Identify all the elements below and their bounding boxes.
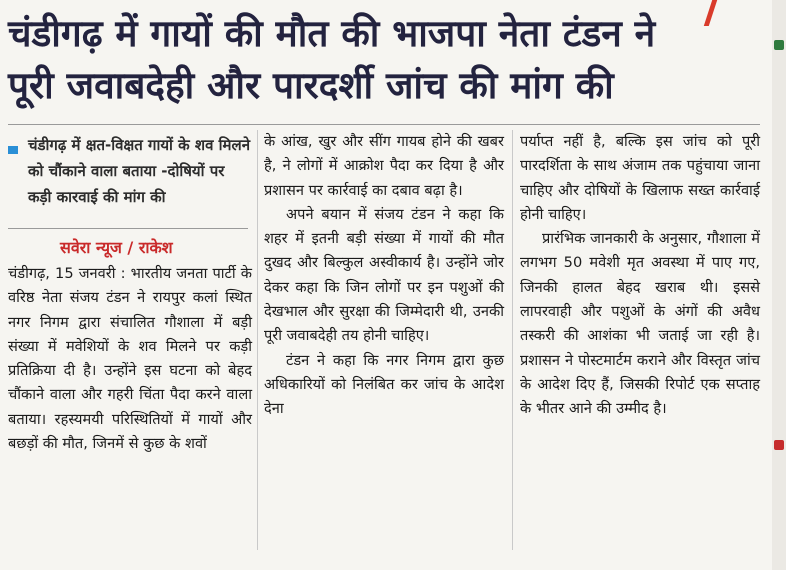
headline xyxy=(8,8,766,112)
adjacent-page-edge xyxy=(772,0,786,570)
column-divider xyxy=(512,130,513,550)
bullet-icon xyxy=(8,146,18,154)
edge-marker xyxy=(774,40,784,50)
column-1-paragraph: चंडीगढ़, 15 जनवरी : भारतीय जनता पार्टी के वरिष्ठ नेता संजय टंडन ने रायपुर कलां स्थित नगर निगम द्वारा संचालित गौशाला में बड़ी संख्या में मवेशियों के शव मिलने पर कड़ी प्रतिक्रिया दी है। उन्होंने इस घटना को बेहद चौंकाने वाला और गहरी चिंता पैदा करने वाला बताया। रहस्यमयी परिस्थितियों में गायों और बछड़ों की मौत, जिनमें से कुछ के शवों xyxy=(8,265,252,453)
column-2-paragraph-1: के आंख, खुर और सींग गायब होने की खबर है, ने लोगों में आक्रोश पैदा कर दिया है और प्रशासन पर कार्रवाई का दबाव बढ़ा है। xyxy=(264,133,504,199)
column-3-paragraph-1: पर्याप्त नहीं है, बल्कि इस जांच को पूरी पारदर्शिता के साथ अंजाम तक पहुंचाया जाना चाहिए और दोषियों के खिलाफ सख्त कार्रवाई होनी चाहिए। xyxy=(520,133,760,223)
column-3-paragraph-2: प्रारंभिक जानकारी के अनुसार, गौशाला में लगभग 50 मवेशी मृत अवस्था में पाए गए, जिनकी हालत बेहद खराब थी। इससे लापरवाही और पशुओं के अंगों की अवैध तस्करी की आशंका भी जताई जा रही है। प्रशासन ने पोस्टमार्टम कराने और विस्तृत जांच के आदेश दिए हैं, जिसकी रिपोर्ट एक सप्ताह के भीतर आने की उम्मीद है। xyxy=(520,230,760,418)
headline-line-1: चंडीगढ़ में गायों की मौत की भाजपा नेता टंडन ने xyxy=(8,12,656,55)
subheading: चंडीगढ़ में क्षत-विक्षत गायों के शव मिलने को चौंकाने वाला बताया -दोषियों पर कड़ी कारवाई की मांग की xyxy=(28,136,251,206)
column-3 xyxy=(520,130,760,422)
column-2-paragraph-3: टंडन ने कहा कि नगर निगम द्वारा कुछ अधिकारियों को निलंबित कर जांच के आदेश देना xyxy=(264,351,504,418)
headline-line-2: पूरी जवाबदेही और पारदर्शी जांच की मांग की xyxy=(8,64,614,107)
column-1 xyxy=(8,262,252,456)
edge-marker xyxy=(774,440,784,450)
headline-divider xyxy=(8,124,760,125)
column-2 xyxy=(264,130,504,422)
column-divider xyxy=(257,130,258,550)
byline: सवेरा न्यूज / राकेश xyxy=(60,238,173,257)
column-2-paragraph-2: अपने बयान में संजय टंडन ने कहा कि शहर में इतनी बड़ी संख्या में गायों की मौत दुखद और बिल्कुल अस्वीकार्य है। उन्होंने जोर देकर कहा कि जिन लोगों पर इन पशुओं की देखभाल और सुरक्षा की जिम्मेदारी थी, उनकी पूरी जवाबदेही तय होनी चाहिए। xyxy=(264,205,504,345)
subheading-divider xyxy=(8,228,248,229)
